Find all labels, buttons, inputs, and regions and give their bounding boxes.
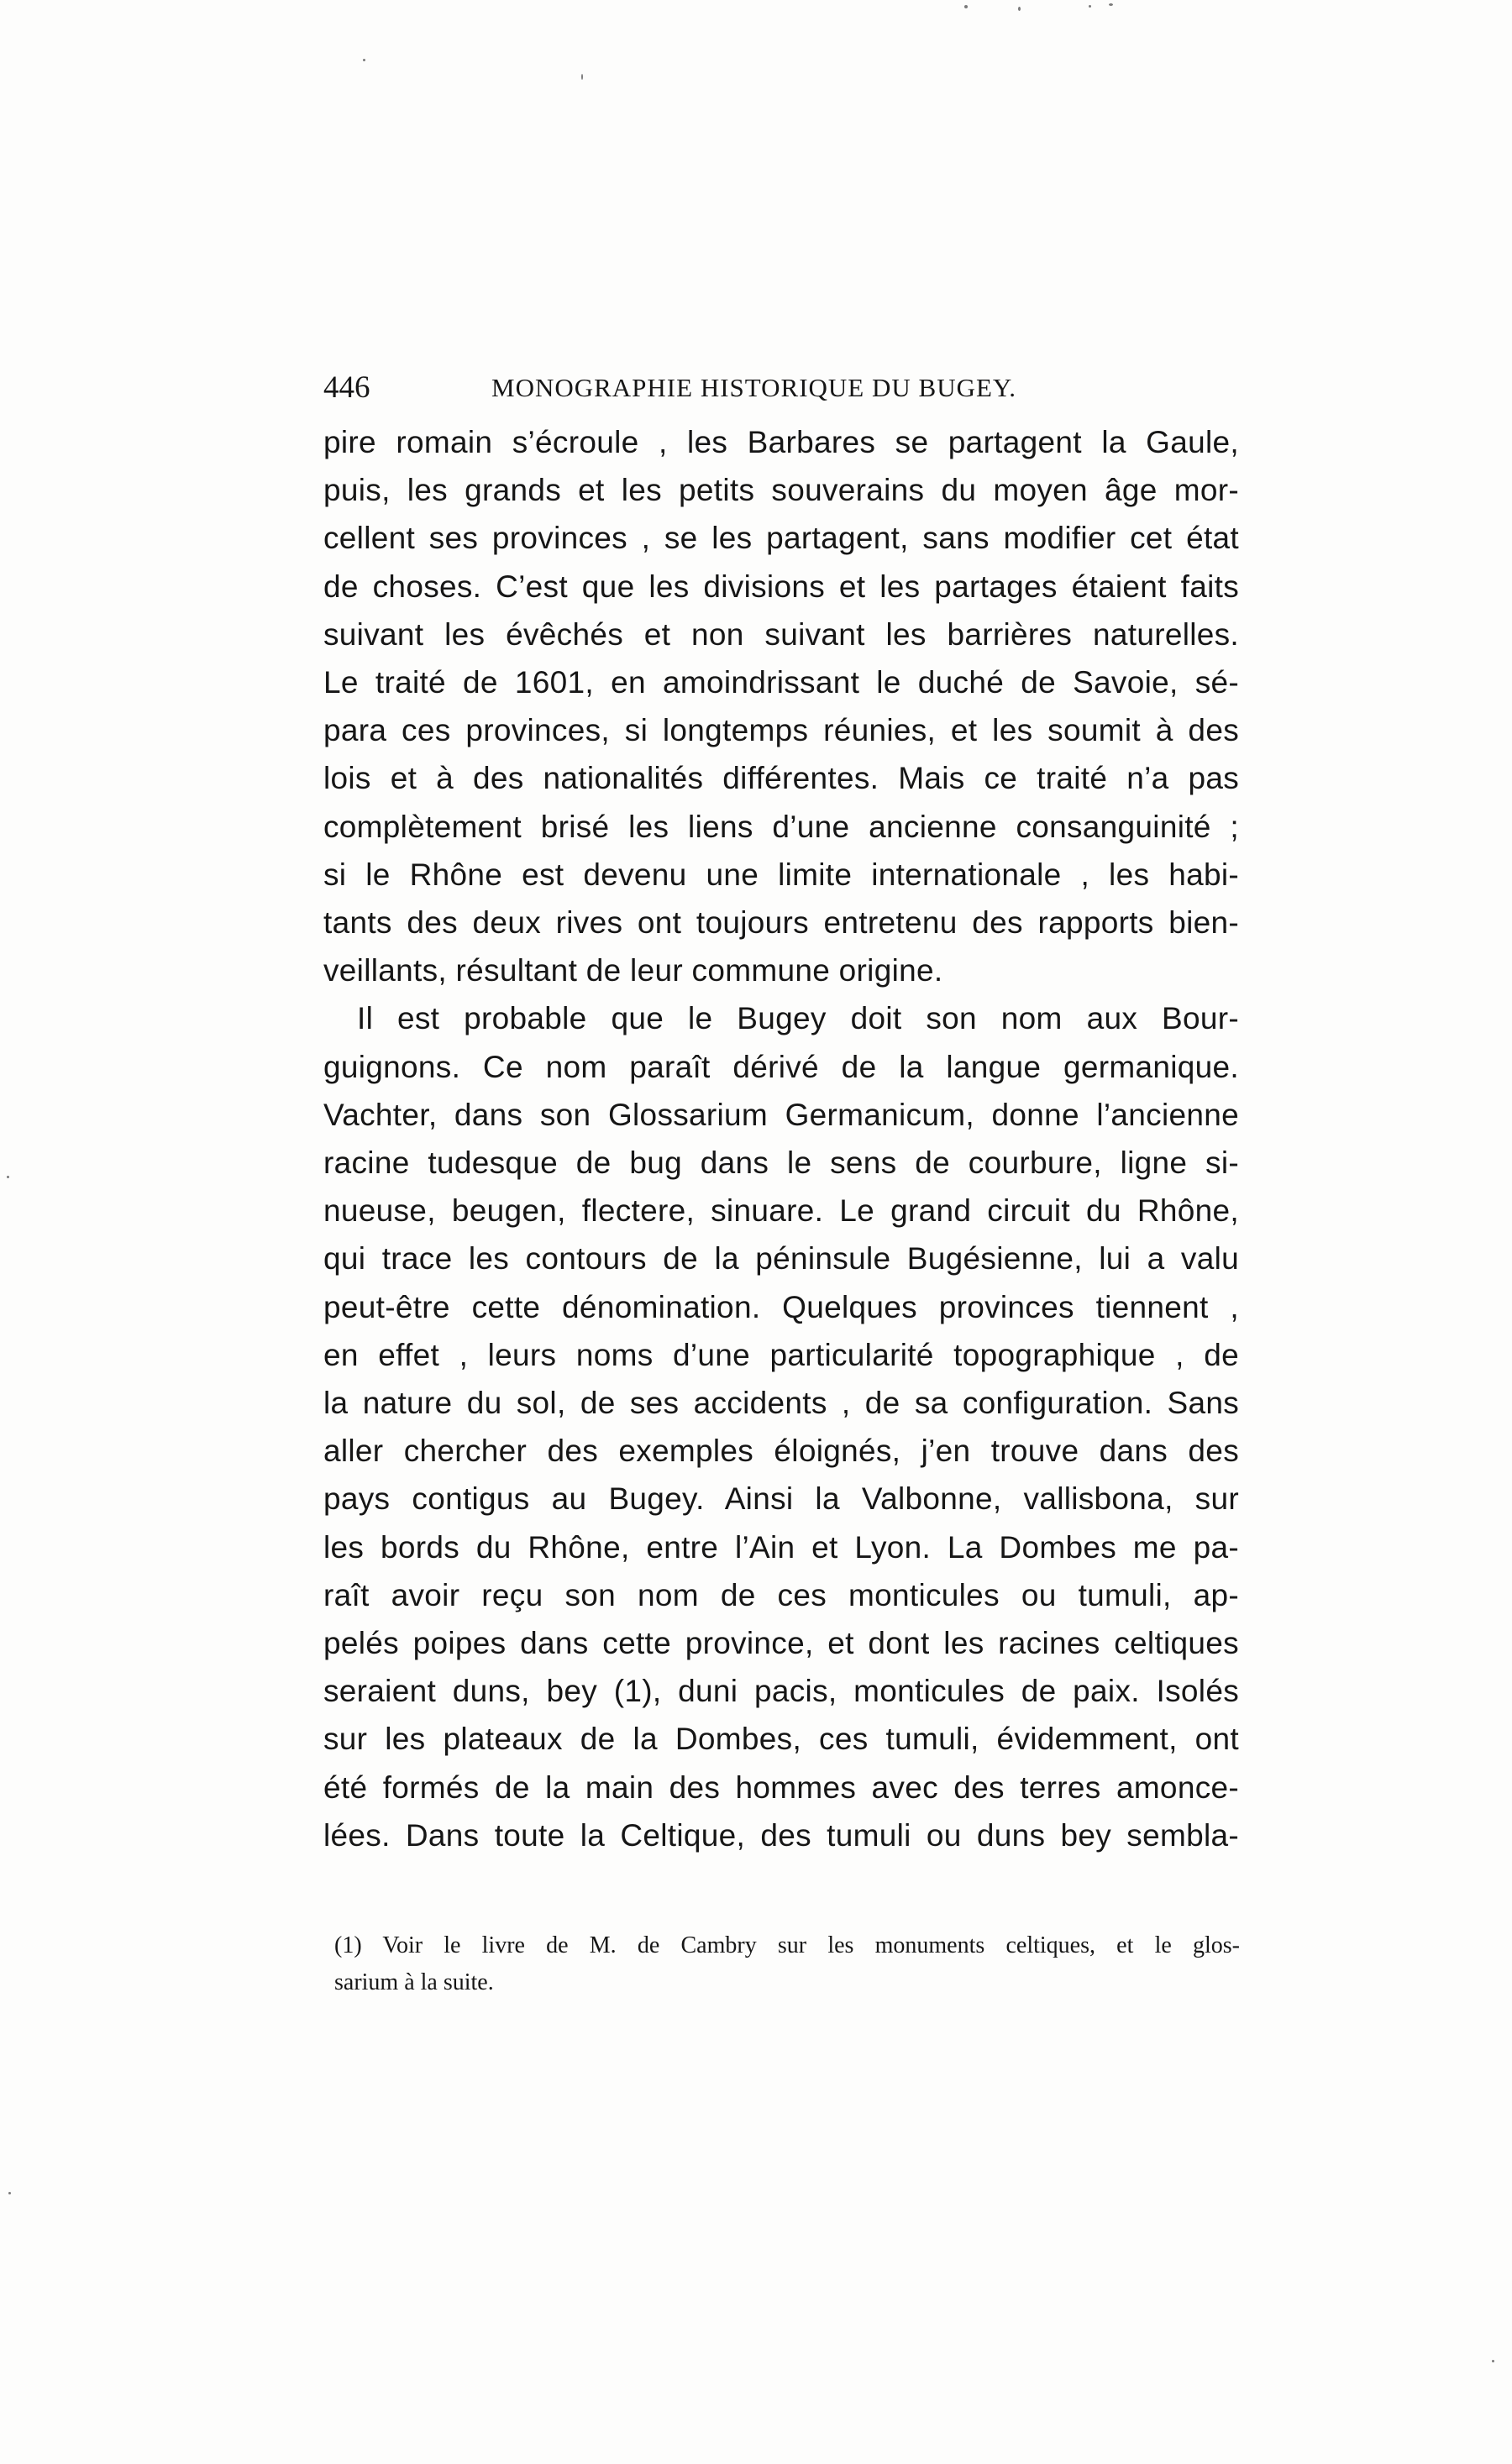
- scan-speck: [1109, 3, 1113, 6]
- text-line: veillants, résultant de leur commune origine.: [323, 953, 943, 988]
- text-line: été formés de la main des hommes avec des terres amonce-: [323, 1769, 1239, 1805]
- scan-speck: [8, 2192, 11, 2194]
- footnote-line: (1) Voir le livre de M. de Cambry sur les monuments celtiques, et le glos-: [334, 1932, 1240, 1958]
- scan-speck: [363, 59, 365, 61]
- body-text: [323, 418, 1239, 1859]
- paragraph-start-line: Il est probable que le Bugey doit son nom aux Bour-: [357, 1001, 1239, 1036]
- scan-speck: [1492, 2360, 1494, 2362]
- text-line: sur les plateaux de la Dombes, ces tumuli, évidemment, ont: [323, 1722, 1239, 1757]
- footnote: [334, 1927, 1240, 2001]
- footnote-line: sarium à la suite.: [334, 1969, 494, 1995]
- scan-speck: [1089, 5, 1091, 8]
- text-line: aller chercher des exemples éloignés, j’en trouve dans des: [323, 1434, 1239, 1469]
- text-line: puis, les grands et les petits souverains du moyen âge mor-: [323, 473, 1239, 508]
- text-line: complètement brisé les liens d’une ancienne consanguinité ;: [323, 809, 1239, 844]
- text-line: seraient duns, bey (1), duni pacis, monticules de paix. Isolés: [323, 1674, 1239, 1709]
- running-head: MONOGRAPHIE HISTORIQUE DU BUGEY.: [491, 373, 1017, 402]
- text-line: pire romain s’écroule , les Barbares se partagent la Gaule,: [323, 425, 1239, 459]
- text-line: Le traité de 1601, en amoindrissant le duché de Savoie, sé-: [323, 665, 1239, 700]
- text-line: Vachter, dans son Glossarium Germanicum, donne l’ancienne: [323, 1097, 1239, 1132]
- text-line: pelés poipes dans cette province, et dont les racines celtiques: [323, 1626, 1239, 1661]
- text-line: lées. Dans toute la Celtique, des tumuli ou duns bey sembla-: [323, 1817, 1239, 1853]
- text-line: la nature du sol, de ses accidents , de sa configuration. Sans: [323, 1386, 1239, 1421]
- text-line: si le Rhône est devenu une limite internationale , les habi-: [323, 857, 1239, 892]
- text-line: en effet , leurs noms d’une particularité topographique , de: [323, 1337, 1239, 1372]
- text-line: de choses. C’est que les divisions et les partages étaient faits: [323, 569, 1239, 604]
- text-line: racine tudesque de bug dans le sens de courbure, ligne si-: [323, 1145, 1239, 1181]
- page-number: 446: [323, 370, 370, 405]
- text-line: raît avoir reçu son nom de ces monticules ou tumuli, ap-: [323, 1577, 1239, 1612]
- text-line: peut-être cette dénomination. Quelques provinces tiennent ,: [323, 1289, 1239, 1324]
- scan-speck: [964, 5, 968, 8]
- text-line: tants des deux rives ont toujours entretenu des rapports bien-: [323, 905, 1239, 941]
- scan-speck: [1018, 7, 1021, 11]
- text-line: qui trace les contours de la péninsule Bugésienne, lui a valu: [323, 1241, 1239, 1277]
- text-line: cellent ses provinces , se les partagent, sans modifier cet état: [323, 521, 1239, 556]
- text-line: lois et à des nationalités différentes. Mais ce traité n’a pas: [323, 761, 1239, 796]
- scan-speck: [7, 1176, 9, 1178]
- text-line: suivant les évêchés et non suivant les barrières naturelles.: [323, 616, 1239, 652]
- scan-speck: [581, 74, 583, 80]
- text-line: nueuse, beugen, flectere, sinuare. Le grand circuit du Rhône,: [323, 1193, 1239, 1229]
- text-line: guignons. Ce nom paraît dérivé de la langue germanique.: [323, 1049, 1239, 1084]
- text-line: pays contigus au Bugey. Ainsi la Valbonne, vallisbona, sur: [323, 1481, 1239, 1517]
- page-header: [323, 363, 1239, 413]
- text-line: les bords du Rhône, entre l’Ain et Lyon. La Dombes me pa-: [323, 1529, 1239, 1565]
- text-line: para ces provinces, si longtemps réunies, et les soumit à des: [323, 713, 1239, 748]
